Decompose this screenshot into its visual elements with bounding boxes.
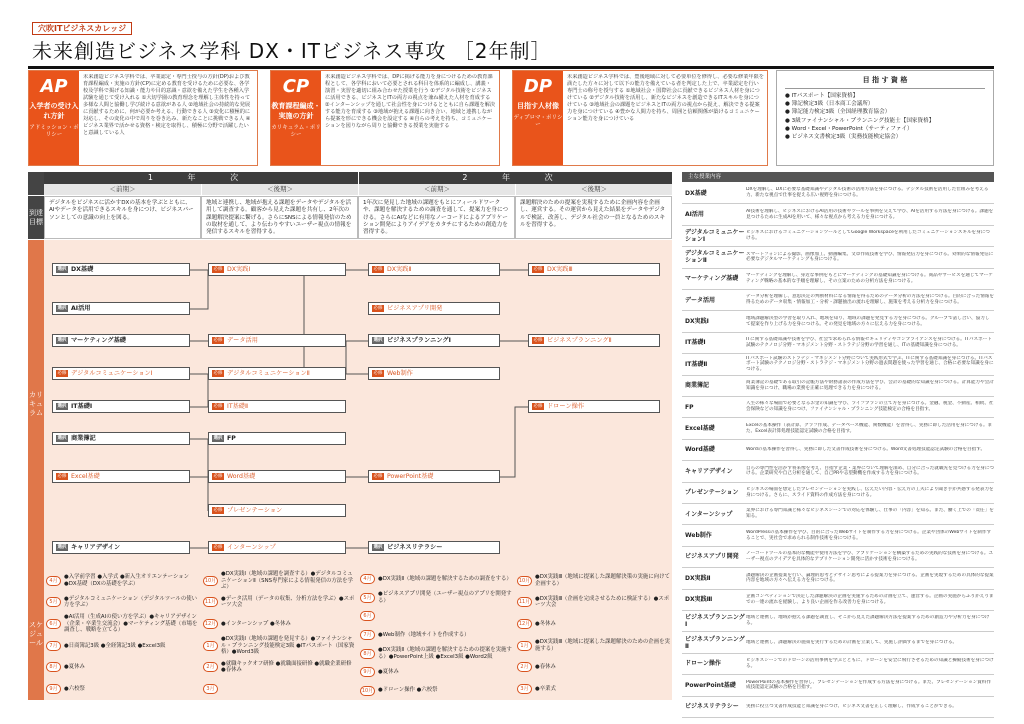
- course-content-name: ビジネスリテラシー: [685, 703, 739, 711]
- course-type-badge: 必修: [213, 545, 223, 550]
- month-badge: 9月: [360, 667, 375, 677]
- course-box: [208, 432, 346, 445]
- course-name: プレゼンテーション: [227, 507, 283, 514]
- course-content-name: Web制作: [685, 532, 712, 540]
- course-box: [52, 432, 190, 445]
- schedule-text: ●DX実践Ⅱ（地域の課題を解決するための提案を実施する）●PowerPoint上級 ●Excel3級 ●Word2級: [378, 646, 512, 660]
- row-label-schedule: スケジュール: [28, 568, 44, 700]
- policy-name: 目指す人材像: [517, 102, 559, 110]
- course-content-desc: WordPressの基本操作を学び、目的に合ったWebサイトを制作する力を身につける。企業や団体のWebサイトを制作することで、実社会で求められる制作技術を身につける。: [746, 529, 992, 541]
- course-name: DX実践Ⅲ: [547, 266, 573, 273]
- course-box: [368, 470, 500, 483]
- schedule-text: ●DX実践Ⅲ（地域に提案した課題解決のための企画を実施する）: [535, 639, 670, 652]
- month-badge: 5月: [360, 593, 375, 603]
- schedule-text: ●DX実践Ⅱ（地域の課題を解決するための調査をする）: [378, 575, 512, 582]
- course-type-badge: 必修: [213, 371, 223, 376]
- course-content-desc: 企画コンペティションで決定した課題解決の企画を実施するための計画を立て、運営する。企画の実施からふりかえりまでの一連の流れを経験し、より良い企画を作る改善力を身につける。: [746, 593, 994, 605]
- course-content-desc: DXを理解し、DXに必要な基礎知識やデジタル技術の活用方法を身につける。デジタル技術を活用した仕組みを考える力、新たな視点で仕事を捉える広い視野を身につける。: [746, 187, 989, 199]
- course-content-desc: ITに関する基礎知識や技術を学び、社会で求められる情報セキュリティやコンプライアンスを身につける。ITパスポート試験のテクノロジ分野・マネジメント分野・ストラテジ分野の学習を通し、ITの基礎知識を身につける。: [746, 337, 992, 348]
- schedule-row: [203, 657, 357, 679]
- course-name: 商業簿記: [71, 435, 96, 442]
- course-name: AI活用: [71, 305, 91, 312]
- term-goal: 1年次に発見した地域の課題をもとにフィールドワークや、課題を解決するための調査を通して、提案力を身につける。さらにAIなどに有用なノーコードによるアプリケーション開発によりアイデアをカタチにするための創造力を習得する。: [358, 196, 515, 239]
- course-content-desc: 地域課題解決型の学習を取り入れ、地域を知り、地域の課題を発見する力を身につける。グループで話し合い、協力して提案を作り上げる力を身につける。その発見を地域の方々に伝える力を身につける。: [746, 315, 990, 327]
- course-box: [52, 302, 190, 315]
- month-badge: 4月: [46, 576, 61, 586]
- course-type-badge: 必修: [533, 267, 543, 272]
- course-content-name: Excel基礎: [685, 425, 715, 433]
- policy-name: 教育課程編成・実施の方針: [271, 102, 321, 120]
- row-label-curriculum: カリキュラム: [28, 240, 44, 568]
- course-content-row: [682, 269, 994, 290]
- course-content-row: [682, 568, 994, 589]
- course-type-badge: 選択: [57, 267, 67, 272]
- policy-sub: カリキュラム・ポリシー: [271, 125, 321, 138]
- course-content-row: [682, 697, 994, 718]
- schedule-row: [46, 592, 200, 614]
- course-type-badge: 選択: [57, 545, 67, 550]
- course-content-row: [682, 461, 994, 482]
- policy-text: 未来創造ビジネス学科では、DPに掲げる能力を身につけるための教育課程として、各学科において必要とされる科目を体系的に編成し、講義・演習・実習を適切に組み合わせた授業を行う ①デジタル技術をビジネスに活用できる、ビジネスとITの両方の視点を兼ね備えた人材を育成する ②インターンシップを通して社会性を身につけるとともに自ら課題を解決する能力を育成する ③地域が抱える課題に向き合い、地域と連携しながら提案を形にできる機会を設定する ④自らの考えを持ち、コミュニケーションを図りながら周りと協働できる授業を実施する: [325, 74, 496, 129]
- schedule-row: [360, 644, 514, 663]
- course-content-row: [682, 311, 994, 332]
- schedule-text: ●春休み: [535, 664, 556, 671]
- qualification-item: ● Word・Excel・PowerPoint（サーティファイ）: [785, 125, 913, 132]
- schedule-row: [360, 626, 514, 645]
- schedule-row: [360, 663, 514, 682]
- course-name: Web制作: [387, 370, 413, 377]
- course-content-name: データ活用: [685, 296, 716, 304]
- schedule-row: [203, 635, 357, 657]
- schedule-text: ●冬休み: [535, 620, 556, 627]
- schedule-row: [46, 613, 200, 635]
- course-type-badge: 選択: [213, 436, 223, 441]
- course-name: キャリアデザイン: [71, 544, 121, 551]
- content-header: 主な授業内容: [682, 172, 994, 182]
- course-name: ドローン操作: [547, 403, 585, 410]
- course-content-desc: データ分析を理解し、意思決定の判断材料になる情報を得るためのデータ分析の方法を身につける。目的に合った情報を得るためのデータ収集・情報加工・分析・課題抽出の流れを理解し、施策を考える分析力を身につける。: [746, 294, 994, 306]
- month-badge: 1月: [517, 641, 532, 651]
- schedule-row: [203, 592, 357, 614]
- course-content-name: PowerPoint基礎: [685, 681, 736, 689]
- month-badge: 3月: [203, 684, 218, 694]
- course-content-row: [682, 675, 994, 696]
- course-box: [208, 504, 346, 517]
- course-content-name: マーケティング基礎: [685, 275, 739, 283]
- term-header: ＜前期＞: [44, 184, 201, 195]
- policy-badge: [29, 71, 79, 165]
- month-badge: 2月: [203, 662, 218, 672]
- month-badge: 6月: [360, 611, 375, 621]
- course-name: DX実践Ⅱ: [387, 266, 412, 273]
- policy-sub: ディプロマ・ポリシー: [513, 115, 563, 128]
- course-content-row: [682, 183, 994, 204]
- course-box: [368, 541, 500, 554]
- course-name: デジタルコミュニケーションⅡ: [227, 370, 310, 377]
- course-type-badge: 選択: [373, 545, 383, 550]
- course-content-desc: ビジネスの場面を想定したプレゼンテーションを実践し、伝えたい内容・伝え方の工夫により聞き手が共感する発表力を身につける。さらに、スライド資料の作成方法を身につける。: [746, 486, 994, 498]
- schedule-text: ●データ活用（データの収集、分析方法を学ぶ）●スポーツ大会: [221, 595, 355, 609]
- course-content-name: ドローン操作: [685, 660, 721, 668]
- term-header: ＜後期＞: [201, 184, 358, 195]
- course-name: IT基礎Ⅱ: [227, 403, 249, 410]
- course-name: Word基礎: [227, 473, 256, 480]
- month-badge: 10月: [518, 577, 531, 584]
- row-label-goals: 到達目標: [28, 196, 44, 239]
- schedule-text: ●ビジネスアプリ開発（ユーザー視点のアプリを開発する）: [378, 591, 512, 604]
- policy-cp: [270, 70, 500, 166]
- course-content-row: [682, 590, 994, 611]
- course-box: [52, 367, 190, 380]
- course-content-row: [682, 547, 994, 568]
- schedule-row: [517, 570, 671, 592]
- course-content-row: [682, 440, 994, 461]
- course-content-name: DX実践Ⅱ: [685, 574, 711, 582]
- course-box: [368, 334, 500, 347]
- course-content-row: [682, 504, 994, 525]
- month-badge: 10月: [204, 577, 217, 584]
- course-name: ビジネスリテラシー: [387, 544, 443, 551]
- divider: [785, 88, 985, 89]
- course-content-desc: 業界における専門知識と様々なビジネスシーンでの対応を体験し、仕事の「内容」を知る。また、働く上での「責任」を知る。: [746, 508, 994, 520]
- course-content-row: [682, 376, 994, 397]
- course-content-row: [682, 654, 994, 675]
- schedule-text: ●Web制作（地域サイトを作成する）: [378, 631, 470, 638]
- schedule-text: ●DX実践Ⅰ（地域の課題を発見する）●ファイナンシャル・プランニング技能検定3級 ●ITパスポート（国家資格）●Word3級: [221, 635, 355, 656]
- policy-code: AP: [40, 76, 68, 97]
- month-badge: 11月: [518, 599, 531, 606]
- schedule-row: [360, 589, 514, 608]
- course-box: [528, 334, 660, 347]
- course-name: ビジネスアプリ開発: [387, 305, 443, 312]
- schedule-row: [46, 635, 200, 657]
- policy-ap: [28, 70, 258, 166]
- course-content-row: [682, 354, 994, 375]
- course-box: [208, 400, 346, 413]
- qualification-item: ● ITパスポート【国家資格】: [785, 93, 859, 99]
- course-box: [368, 302, 500, 315]
- month-badge: 6月: [46, 619, 61, 629]
- course-content-row: [682, 611, 994, 632]
- course-content-name: DX基礎: [685, 189, 707, 197]
- course-content-desc: スマートフォンによる撮影、画像加工、動画編集、文章作成技術を学び、情報発信力を身につける。効果的な情報発信に必要なデジタルマーケティングも身につける。: [746, 251, 994, 263]
- schedule-row: [46, 570, 200, 592]
- schedule-text: ●卒業式: [535, 685, 556, 692]
- course-content-desc: ノーコードツールの基本的な機能や使用方法を学び、アプリケーションを構築するための実践的な技術を身につける。ユーザー視点のアイデアを具体的なアプリケーション開発に活かす技術を身につける。: [746, 551, 994, 562]
- course-name: FP: [227, 435, 236, 442]
- course-content-desc: ビジネスシーンでのドローンの活用事例を学ぶとともに、ドローンを安全に飛行させるための知識と操縦技術を身につける。: [746, 658, 994, 669]
- schedule-row: [46, 657, 200, 679]
- course-content-desc: 人生の様々な場面で必要となるお金の知識を学び、ライフプランの立て方を身につける。金融、税金、不動産、相続、社会保険などの知識を身につけ、ファイナンシャル・プランニング技能検定の合格を目指す。: [746, 401, 994, 413]
- year-2-header: 2 年 次: [358, 172, 672, 184]
- course-content-desc: 地域と連携し、課題解決の施策を実行するための計画を立案して、実施し評価するまでを身につける。: [746, 639, 958, 645]
- course-content-name: DX実践Ⅲ: [685, 596, 713, 604]
- term-header: ＜後期＞: [515, 184, 672, 195]
- schedule-row: [360, 570, 514, 589]
- target-qualifications: [776, 70, 994, 166]
- term-header: ＜前期＞: [358, 184, 515, 195]
- policy-dp: [512, 70, 768, 166]
- schedule-text: ●夏休み: [378, 668, 399, 675]
- schedule-text: ●DX実践Ⅲ（地域に提案した課題解決策の実施に向けて企画する）: [535, 574, 670, 587]
- month-badge: 4月: [360, 574, 375, 584]
- course-name: インターンシップ: [227, 544, 276, 551]
- course-name: デジタルコミュニケーションⅠ: [71, 370, 153, 377]
- schedule-row: [360, 607, 514, 626]
- schedule-text: ●入学前学習 ●入学式 ●新入生オリエンテーション ●DX基礎（DXの基礎を学ぶ）: [64, 574, 190, 587]
- course-type-badge: 必修: [213, 267, 223, 272]
- schedule-text: ●デジタルコミュニケーション（デジタルツールの使い方を学ぶ）: [64, 595, 197, 609]
- course-content-desc: Excelの基本操作（表計算、グラフ作成、データベース機能、関数機能）を習得し、実務に即した活用を身につける。また、Excel表計算処理技能認定試験の合格を目指す。: [746, 422, 993, 434]
- course-name: PowerPoint基礎: [387, 473, 434, 480]
- schedule-row: [203, 613, 357, 635]
- qualification-item: ● 3級ファイナンシャル・プランニング技能士【国家資格】: [785, 117, 935, 124]
- course-type-badge: 必修: [533, 338, 543, 343]
- course-content-row: [682, 632, 994, 653]
- schedule-text: ●ドローン操作 ●六校祭: [378, 687, 438, 694]
- schedule-row: [517, 678, 671, 700]
- course-name: データ活用: [227, 337, 258, 344]
- schedule-row: [517, 592, 671, 614]
- course-content-desc: 自らの専門性を活かす将来像を考え、目指す企業・業界について理解を深め、自分に合った就職先を見つける力を身につける。企業研究や自己分析を通して、自己PRや志望動機を作成する力を身につける。: [746, 465, 994, 477]
- course-type-badge: 選択: [57, 436, 67, 441]
- corner-label: [28, 172, 44, 195]
- course-name: DX実践Ⅰ: [227, 266, 251, 273]
- course-name: ビジネスプランニングⅠ: [387, 337, 451, 344]
- qualification-item: ● ビジネス文書検定3級（実務技能検定協会）: [785, 134, 902, 141]
- course-content-desc: AI技術を理解し、ビジネスにおけるAI活用の技術やツールを事例を交えて学び、AIを活用する方法を身につける。課題を見つけるために生成AIを用いて、様々な視点から考える力を身につける。: [746, 208, 994, 220]
- course-content-desc: 地域と連携し、地域が抱える課題を調査し、そこから見えた課題解決方法を提案するための創造力や分析力を身につける。: [746, 615, 990, 627]
- page-title: 未来創造ビジネス学科 DX・ITビジネス専攻 ［2年制］: [32, 39, 552, 63]
- course-content-desc: ビジネスにおけるコミュニケーションツールとしてGoogle Workspaceを利用したコミュニケーションスキルを身につける。: [746, 230, 990, 241]
- month-badge: 9月: [46, 684, 61, 694]
- course-box: [368, 263, 500, 276]
- schedule-text: ●DX実践Ⅲ（企画を完成させるために検証する）●スポーツ大会: [535, 595, 670, 609]
- schedule-text: ●DX実践Ⅰ（地域の課題を調査する）●デジタルコミュニケーションⅡ（SNS専門家による情報発信の方法を学ぶ）: [221, 570, 353, 591]
- qualification-item: ● 簿記検定3級（日本商工会議所）: [785, 101, 874, 108]
- month-badge: 1月: [203, 641, 218, 651]
- course-box: [208, 470, 346, 483]
- course-content-row: [682, 247, 994, 268]
- course-box: [208, 367, 346, 380]
- course-content-desc: マーケティングを理解し、身近な事例をもとにマーケティングの基礎知識を身につける。商品やサービスを通じてマーケティング戦略の基本的な手順を理解し、その立案のための分析方法を身につける。: [746, 272, 993, 284]
- month-badge: 5月: [46, 597, 61, 607]
- course-type-badge: 必修: [57, 474, 67, 479]
- policy-badge: [271, 71, 321, 165]
- course-name: マーケティング基礎: [71, 337, 126, 344]
- course-box: [52, 470, 190, 483]
- course-content-name: IT基礎Ⅰ: [685, 339, 706, 347]
- course-name: ビジネスプランニングⅡ: [547, 337, 612, 344]
- schedule-text: ●AI活用（生成AIの使い方を学ぶ）●キャリアデザイン（企業・卒業生交流会）●マーケティング基礎（市場を調査し、戦略を立てる）: [64, 614, 198, 634]
- policy-text: 未来創造ビジネス学科では、卒業認定・専門士授与の方針(DP)および教育課程編成・実施の方針(CP)に定める教育を受けるために必要な、各学校及学科で掲げる知識・能力や目的意識・意欲を備えた学生を各種入学試験を通じて受け入れる ①大切学園の教育理念を理解し主体性を持って多様な人間と協働し学び続ける意欲がある人 ②地域社会の持続的な発展に貢献するために、何が必要か考える、行動できる人 ③変化に積極的に対応し、その変化の中で周りを巻き込み、新たなことに挑戦できる人 ④ビジネス業界で活かせる資格・検定を取得し、積極に分野で活躍したいと意識している人: [83, 74, 251, 136]
- course-box: [52, 400, 190, 413]
- course-box: [52, 541, 190, 554]
- month-badge: 12月: [204, 621, 217, 628]
- month-badge: 10月: [361, 687, 374, 694]
- course-type-badge: 必修: [213, 404, 223, 409]
- course-content-name: IT基礎Ⅱ: [685, 360, 708, 368]
- course-box: [528, 400, 660, 413]
- schedule-text: ●六校祭: [64, 685, 85, 692]
- schedule-row: [517, 657, 671, 679]
- schedule-text: ●インターンシップ ●冬休み: [221, 620, 291, 627]
- course-type-badge: 選択: [57, 306, 67, 311]
- policy-badge: [513, 71, 563, 165]
- course-box: [208, 541, 346, 554]
- month-badge: 11月: [204, 599, 217, 606]
- year-1-header: 1 年 次: [44, 172, 358, 184]
- policy-sub: アドミッション・ポリシー: [29, 125, 79, 138]
- course-content-name: ビジネスプランニングⅠ: [685, 614, 745, 629]
- month-badge: 8月: [46, 662, 61, 672]
- course-content-desc: 実務に役立つ文書作成技能と知識を身につけ、ビジネス文書を正しく理解し、作成することができる。: [746, 703, 957, 709]
- policy-text: 未来創造ビジネス学科では、豊後地域に対して必要単位を修得し、必要な修業年限を満たした方々に対して以下の能力を備えている者を判定した上で、卒業認定を行い専門士の称号を授与する ①地域社会・国際社会に貢献できるビジネス人材を身につけている ②デジタル技術を活用し、新たなビジネスを創造できるITスキルを身につけている ③地域社会の課題をビジネスとITの両方の視点から捉え、解決できる提案力を身につけている ④豊かな人間力を持ち、周囲と信頼関係が築けるコミュニケーション能力を身につけている: [567, 74, 764, 122]
- course-type-badge: 選択: [57, 338, 67, 343]
- course-box: [208, 334, 346, 347]
- course-content-name: プレゼンテーション: [685, 489, 739, 497]
- course-type-badge: 必修: [213, 508, 223, 513]
- schedule-row: [360, 681, 514, 700]
- course-name: IT基礎Ⅰ: [71, 403, 93, 410]
- course-content-name: ビジネスプランニングⅡ: [685, 635, 745, 650]
- month-badge: 7月: [360, 630, 375, 640]
- course-content-row: [682, 483, 994, 504]
- schedule-row: [517, 635, 671, 657]
- term-goal: デジタルをビジネスに活かすDXの基本を学ぶとともに、AIやデータを活用できるスキルを身につけ、ビジネスパーソンとしての意識の向上を図る。: [44, 196, 201, 239]
- course-type-badge: 必修: [213, 338, 223, 343]
- course-content-name: インターンシップ: [685, 510, 733, 518]
- course-content-name: FP: [685, 403, 694, 411]
- title-rule: [28, 66, 994, 69]
- course-content-name: キャリアデザイン: [685, 467, 733, 475]
- course-content-name: デジタルコミュニケーションⅠ: [685, 228, 745, 243]
- course-name: Excel基礎: [71, 473, 100, 480]
- course-content-name: DX実践Ⅰ: [685, 318, 709, 326]
- course-content-desc: 商業簿記の基礎である取引の記帳方法や財務諸表の作成方法を学び、会計の基礎的な知識を身につける。計算能力や会計知識を身につけ、職場の業務を正確に処理できる力を身につける。: [746, 379, 994, 391]
- term-goal: 地域と連携し、地域が抱える課題をデータやデジタルを活用して調査する。顧客から見えた課題を共有し、2年次の課題解決提案に繋げる。さらにSNSによる情報発信のための取材を通して、より伝わりやすいユーザー視点の情報を発信するスキルを習得する。: [201, 196, 358, 239]
- course-type-badge: 必修: [213, 474, 223, 479]
- course-content-name: Word基礎: [685, 446, 715, 454]
- course-box: [52, 334, 190, 347]
- term-goal: 課題解決のための提案を実現するために企画内容を企画し、運営する。その運営から見えた結果をデータやデジタルで検証、改善し、デジタル社会の一員となるためのスキルを習得する。: [515, 196, 672, 239]
- course-box: [368, 367, 500, 380]
- course-type-badge: 必修: [373, 306, 383, 311]
- month-badge: 7月: [46, 641, 61, 651]
- course-content-row: [682, 226, 994, 247]
- course-content-name: 商業簿記: [685, 382, 710, 390]
- schedule-text: ●就職キックオフ研修 ●就職面接研修 ●就職企業研修 ●春休み: [221, 660, 352, 674]
- schedule-row: [517, 613, 671, 635]
- course-content-row: [682, 204, 994, 225]
- month-badge: 2月: [517, 662, 532, 672]
- course-type-badge: 必修: [373, 474, 383, 479]
- course-content-desc: 課題解決の企画提案を行い、論理的思考とデザイン思考による提案力を身につける。企画を実現するための具体的な提案内容を地域の方々へ伝える力を身につける。: [746, 572, 994, 584]
- course-type-badge: 必修: [57, 371, 67, 376]
- schedule-row: [203, 570, 357, 592]
- course-content-row: [682, 525, 994, 546]
- course-content-row: [682, 418, 994, 439]
- course-type-badge: 選択: [373, 338, 383, 343]
- policy-code: CP: [282, 76, 310, 97]
- qualifications-heading: 目 指 す 資 格: [862, 76, 908, 84]
- schedule-text: ●夏休み: [64, 664, 85, 671]
- course-box: [208, 263, 346, 276]
- course-type-badge: 必修: [533, 404, 543, 409]
- course-name: DX基礎: [71, 266, 94, 273]
- school-tag: 穴吹ITビジネスカレッジ: [32, 22, 132, 35]
- course-content-desc: ITパスポート試験のストラテジ・マネジメント分野について実践形式で学ぶ、ITに関する基礎知識を身につける。ITパスポート試験のテクノロジ分野・ストラテジ・マネジメント分野の過去問題を使った学習を通じ、合格に必要な知識を身につける。: [746, 355, 994, 373]
- month-badge: 3月: [517, 684, 532, 694]
- course-content-name: デジタルコミュニケーションⅡ: [685, 250, 745, 265]
- schedule-text: ●日商簿記3級 ●全経簿記3級 ●Excel3級: [64, 642, 166, 649]
- course-content-row: [682, 397, 994, 418]
- policy-code: DP: [523, 76, 553, 97]
- course-content-desc: Wordの基本操作を習得し、実務に即した文書作成技術を身につける。Word文書処理技能認定試験の合格を目指す。: [746, 447, 986, 453]
- course-type-badge: 必修: [373, 371, 383, 376]
- course-box: [52, 263, 190, 276]
- course-content-row: [682, 290, 994, 311]
- course-content-row: [682, 333, 994, 354]
- policy-name: 入学者の受け入れ方針: [29, 102, 79, 120]
- course-content-name: AI活用: [685, 211, 704, 219]
- course-box: [528, 263, 660, 276]
- month-badge: 12月: [518, 621, 531, 628]
- schedule-row: [46, 678, 200, 700]
- course-content-desc: PowerPointの基本操作を習得し、プレゼンテーションを作成する方法を身につける。また、プレゼンテーション資料作成技能認定試験の合格を目指す。: [746, 679, 991, 691]
- course-type-badge: 選択: [57, 404, 67, 409]
- course-type-badge: 必修: [373, 267, 383, 272]
- course-content-name: ビジネスアプリ開発: [685, 553, 739, 561]
- qualification-item: ● 簿記能力検定3級（全国経理教育協会）: [785, 109, 891, 116]
- month-badge: 8月: [360, 649, 375, 659]
- qualifications-list: [785, 92, 985, 141]
- schedule-row: [203, 678, 357, 700]
